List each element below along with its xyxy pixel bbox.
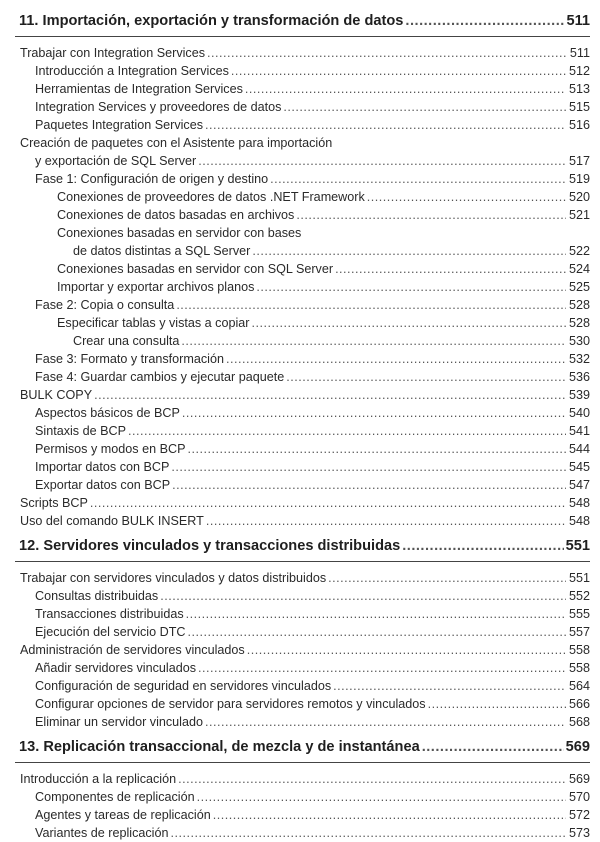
page-number: 551 <box>565 537 590 554</box>
entry-title: Scripts BCP <box>20 496 88 510</box>
toc-entry <box>15 713 590 731</box>
chapter-title: 13. Replicación transaccional, de mezcla y de instantánea <box>19 738 420 755</box>
entry-title: Trabajar con servidores vinculados y datos distribuidos <box>20 571 327 585</box>
entry-title: Herramientas de Integration Services <box>35 82 243 96</box>
entry-title: Creación de paquetes con el Asistente para importación <box>20 136 333 150</box>
dot-leader <box>270 170 566 188</box>
entry-title: BULK COPY <box>20 388 93 402</box>
toc-entry <box>15 440 590 458</box>
page-number: 566 <box>568 697 590 711</box>
spacer <box>15 562 590 569</box>
chapter-heading <box>15 731 590 763</box>
entry-title: Exportar datos con BCP <box>35 478 171 492</box>
page-number: 540 <box>568 406 590 420</box>
entry-title: Transacciones distribuidas <box>35 607 184 621</box>
dot-leader <box>182 404 566 422</box>
page-number: 548 <box>568 496 590 510</box>
dot-leader <box>207 44 566 62</box>
entry-title: Conexiones basadas en servidor con bases <box>57 226 302 240</box>
entry-title: Importar datos con BCP <box>35 460 170 474</box>
spacer <box>15 37 590 44</box>
dot-leader <box>186 605 566 623</box>
toc-entry <box>15 641 590 659</box>
entry-title: Fase 2: Copia o consulta <box>35 298 175 312</box>
page-number: 511 <box>569 46 590 60</box>
dot-leader <box>205 116 566 134</box>
page-number: 548 <box>568 514 590 528</box>
page-number: 557 <box>568 625 590 639</box>
page-number: 541 <box>568 424 590 438</box>
entry-title: Configuración de seguridad en servidores vinculados <box>35 679 332 693</box>
dot-leader <box>198 659 566 677</box>
page-number: 558 <box>568 643 590 657</box>
page-number: 520 <box>568 190 590 204</box>
entry-title: Trabajar con Integration Services <box>20 46 206 60</box>
entry-title: Aspectos básicos de BCP <box>35 406 180 420</box>
entry-title: Integration Services y proveedores de datos <box>35 100 282 114</box>
toc-entry <box>15 242 590 260</box>
dot-leader <box>197 788 566 806</box>
page-number: 517 <box>568 154 590 168</box>
chapter-title: 11. Importación, exportación y transformación de datos <box>19 12 404 29</box>
entry-title: Fase 1: Configuración de origen y destino <box>35 172 269 186</box>
page-number: 525 <box>568 280 590 294</box>
page-number: 558 <box>568 661 590 675</box>
toc-entry <box>15 569 590 587</box>
dot-leader <box>198 152 566 170</box>
entry-title: Especificar tablas y vistas a copiar <box>57 316 250 330</box>
entry-title: Administración de servidores vinculados <box>20 643 245 657</box>
page-number: 536 <box>568 370 590 384</box>
toc-entry <box>15 170 590 188</box>
toc-entry <box>15 350 590 368</box>
toc-entry <box>15 458 590 476</box>
toc-entry <box>15 659 590 677</box>
toc-entry <box>15 494 590 512</box>
page-number: 552 <box>568 589 590 603</box>
page-number: 545 <box>568 460 590 474</box>
toc-entry <box>15 332 590 350</box>
dot-leader <box>205 713 566 731</box>
entry-title: Paquetes Integration Services <box>35 118 204 132</box>
toc-entry <box>15 770 590 788</box>
page-number: 512 <box>568 64 590 78</box>
entry-title: Añadir servidores vinculados <box>35 661 197 675</box>
toc-entry <box>15 788 590 806</box>
page-number: 513 <box>568 82 590 96</box>
entry-title: Crear una consulta <box>73 334 180 348</box>
dot-leader <box>286 368 566 386</box>
chapter-heading <box>15 5 590 37</box>
page-number: 569 <box>568 772 590 786</box>
dot-leader <box>181 332 566 350</box>
dot-leader <box>283 98 566 116</box>
toc-entry <box>15 512 590 530</box>
dot-leader <box>247 641 566 659</box>
page-number: 570 <box>568 790 590 804</box>
dot-leader <box>335 260 566 278</box>
toc-entry <box>15 80 590 98</box>
entry-title: Introducción a la replicación <box>20 772 177 786</box>
toc-entry <box>15 188 590 206</box>
toc-entry <box>15 386 590 404</box>
chapter-title: 12. Servidores vinculados y transacciones distribuidas <box>19 537 401 554</box>
dot-leader <box>213 806 566 824</box>
toc-entry <box>15 368 590 386</box>
page-number: 532 <box>568 352 590 366</box>
page-number: 539 <box>568 388 590 402</box>
dot-leader <box>428 695 566 713</box>
entry-title: Conexiones basadas en servidor con SQL Server <box>57 262 334 276</box>
dot-leader <box>367 188 566 206</box>
entry-title: Importar y exportar archivos planos <box>57 280 255 294</box>
entry-title: Consultas distribuidas <box>35 589 159 603</box>
toc-entry <box>15 695 590 713</box>
dot-leader <box>206 512 566 530</box>
page-number: 569 <box>565 738 590 755</box>
entry-title: de datos distintas a SQL Server <box>73 244 251 258</box>
toc-entry <box>15 278 590 296</box>
entry-title: Fase 3: Formato y transformación <box>35 352 224 366</box>
toc-entry <box>15 296 590 314</box>
dot-leader <box>245 80 566 98</box>
toc-entry <box>15 824 590 842</box>
toc-entry <box>15 587 590 605</box>
dot-leader <box>187 440 566 458</box>
page-number: 530 <box>568 334 590 348</box>
dot-leader <box>176 296 566 314</box>
toc-entry <box>15 206 590 224</box>
entry-title: Permisos y modos en BCP <box>35 442 186 456</box>
entry-title: Agentes y tareas de replicación <box>35 808 211 822</box>
toc-entry <box>15 260 590 278</box>
dot-leader <box>160 587 566 605</box>
page-number: 521 <box>568 208 590 222</box>
page-number: 511 <box>566 12 590 29</box>
dot-leader <box>171 458 566 476</box>
toc-entry <box>15 806 590 824</box>
toc-entry <box>15 116 590 134</box>
page-number: 572 <box>568 808 590 822</box>
toc-entry <box>15 605 590 623</box>
toc-entry <box>15 134 590 152</box>
toc-entry <box>15 476 590 494</box>
dot-leader <box>90 494 566 512</box>
entry-title: y exportación de SQL Server <box>35 154 197 168</box>
dot-leader <box>231 62 566 80</box>
page-number: 516 <box>568 118 590 132</box>
entry-title: Componentes de replicación <box>35 790 195 804</box>
dot-leader <box>187 623 566 641</box>
page-number: 528 <box>568 298 590 312</box>
dot-leader <box>170 824 566 842</box>
spacer <box>15 763 590 770</box>
entry-title: Conexiones de proveedores de datos .NET Framework <box>57 190 365 204</box>
toc-entry <box>15 44 590 62</box>
toc-entry <box>15 62 590 80</box>
page-number: 544 <box>568 442 590 456</box>
page-number: 547 <box>568 478 590 492</box>
entry-title: Fase 4: Guardar cambios y ejecutar paquete <box>35 370 285 384</box>
toc-entry <box>15 623 590 641</box>
dot-leader <box>256 278 566 296</box>
dot-leader <box>328 569 566 587</box>
entry-title: Variantes de replicación <box>35 826 169 840</box>
dot-leader <box>94 386 566 404</box>
entry-title: Introducción a Integration Services <box>35 64 229 78</box>
dot-leader <box>405 13 564 29</box>
chapter-heading <box>15 530 590 562</box>
dot-leader <box>402 538 563 554</box>
entry-title: Sintaxis de BCP <box>35 424 126 438</box>
dot-leader <box>172 476 566 494</box>
dot-leader <box>128 422 566 440</box>
page-number: 568 <box>568 715 590 729</box>
page-number: 551 <box>568 571 590 585</box>
page-number: 515 <box>568 100 590 114</box>
toc-entry <box>15 677 590 695</box>
toc-entry <box>15 98 590 116</box>
entry-title: Ejecución del servicio DTC <box>35 625 186 639</box>
entry-title: Eliminar un servidor vinculado <box>35 715 203 729</box>
page-number: 519 <box>568 172 590 186</box>
toc-entry <box>15 404 590 422</box>
table-of-contents <box>15 5 590 842</box>
page-number: 522 <box>568 244 590 258</box>
toc-entry <box>15 152 590 170</box>
page-number: 564 <box>568 679 590 693</box>
page-number: 555 <box>568 607 590 621</box>
dot-leader <box>178 770 566 788</box>
entry-title: Conexiones de datos basadas en archivos <box>57 208 295 222</box>
dot-leader <box>252 314 567 332</box>
page-number: 528 <box>568 316 590 330</box>
toc-entry <box>15 422 590 440</box>
dot-leader <box>226 350 566 368</box>
dot-leader <box>333 677 566 695</box>
dot-leader <box>422 739 564 755</box>
toc-entry <box>15 224 590 242</box>
dot-leader <box>296 206 566 224</box>
entry-title: Uso del comando BULK INSERT <box>20 514 204 528</box>
dot-leader <box>252 242 566 260</box>
toc-entry <box>15 314 590 332</box>
page-number: 524 <box>568 262 590 276</box>
entry-title: Configurar opciones de servidor para servidores remotos y vinculados <box>35 697 426 711</box>
page-number: 573 <box>568 826 590 840</box>
